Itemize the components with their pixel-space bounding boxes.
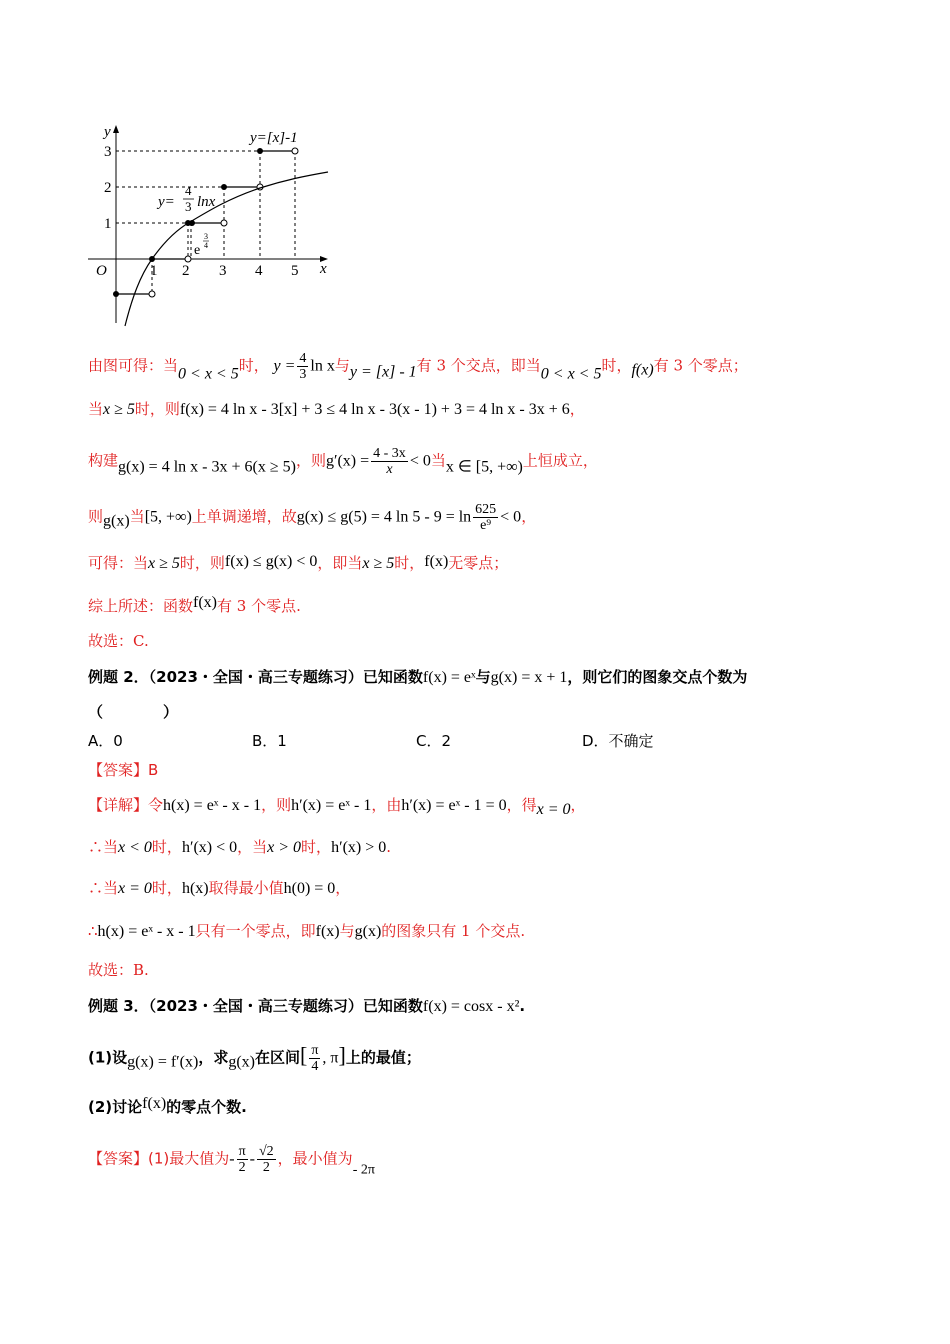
step-function-label: y=[x]-1 — [250, 130, 298, 146]
example2-detail-1: 【详解】令h(x) = eˣ - x - 1，则h′(x) = eˣ - 1，由h′(x) = eˣ - 1 = 0，得x = 0， — [88, 796, 586, 818]
log-label-frac-num: 4 — [185, 183, 192, 198]
y-axis-label: y — [104, 124, 111, 140]
example3-part1: (1)设g(x) = f′(x)，求g(x)在区间[ $\frac{\pi}{4}$ , π]上的最值； — [88, 1042, 421, 1074]
function-graph — [80, 118, 350, 333]
example2-paren: （ ） — [88, 703, 179, 721]
e-power-base: e — [194, 243, 201, 258]
solution-line-1: 由图可得：当0 < x < 5时， y = $\frac{4}{3}$ ln x与y = [x] - 1有 3 个交点，即当0 < x < 5时，f(x)有 3 个零点； — [88, 351, 748, 383]
log-label-suffix: lnx — [197, 194, 216, 210]
x-tick: 1 — [150, 263, 158, 279]
example2-conclusion: 故选：B. — [88, 961, 149, 979]
y-axis-arrow — [113, 125, 119, 133]
option-c: C．2 — [416, 732, 452, 750]
e-power-exp-den: 4 — [204, 241, 208, 250]
solution-line-7: 故选：C. — [88, 632, 149, 650]
solution-line-3: 构建g(x) = 4 ln x - 3x + 6(x ≥ 5)，则g′(x) = $\frac{4 - 3x}{x}$ < 0当x ∈ [5, +∞)上恒成立， — [88, 446, 598, 477]
x-tick: 3 — [219, 263, 227, 279]
option-d: D．不确定 — [582, 732, 654, 750]
log-label-prefix: y= — [158, 194, 175, 210]
origin-label: O — [96, 263, 107, 279]
example3-answer: 【答案】(1)最大值为- $\frac{\pi}{2}$ - $\frac{√2}{2}$ ，最小值为- 2π — [88, 1144, 375, 1178]
example2-answer: 【答案】B — [88, 761, 159, 779]
solution-line-5: 可得：当x ≥ 5时，则f(x) ≤ g(x) < 0，即当x ≥ 5时，f(x)无零点； — [88, 553, 509, 572]
y-tick: 3 — [104, 144, 112, 160]
example2-detail-3: ∴当x = 0时，h(x)取得最小值h(0) = 0， — [88, 879, 351, 897]
open-point — [149, 291, 155, 297]
example2-question: 例题 2．（2023・全国・高三专题练习）已知函数f(x) = eˣ与g(x) = x + 1，则它们的图象交点个数为 — [88, 668, 748, 686]
open-point — [292, 148, 298, 154]
x-tick: 2 — [182, 263, 190, 279]
y-tick: 2 — [104, 180, 112, 196]
log-curve — [125, 172, 328, 326]
solution-line-6: 综上所述：函数f(x)有 3 个零点. — [88, 594, 301, 615]
open-point — [221, 220, 227, 226]
x-tick: 4 — [255, 263, 263, 279]
closed-point — [221, 184, 227, 190]
example2-detail-4: ∴h(x) = eˣ - x - 1只有一个零点，即f(x)与g(x)的图象只有 1 个交点. — [88, 922, 526, 940]
solution-line-2: 当x ≥ 5时，则f(x) = 4 ln x - 3[x] + 3 ≤ 4 ln x - 3(x - 1) + 3 = 4 ln x - 3x + 6， — [88, 400, 585, 418]
option-b: B．1 — [252, 732, 287, 750]
example3-question: 例题 3．（2023・全国・高三专题练习）已知函数f(x) = cosx - x². — [88, 997, 526, 1015]
solution-line-4: 则g(x)当[5, +∞)上单调递增，故g(x) ≤ g(5) = 4 ln 5 - 9 = ln $\frac{625}{\text{e⁹}}$ < 0， — [88, 502, 537, 533]
example3-part2: (2)讨论f(x)的零点个数. — [88, 1095, 247, 1116]
y-tick: 1 — [104, 216, 112, 232]
log-label-frac-den: 3 — [185, 199, 192, 214]
x-axis-label: x — [320, 261, 327, 277]
x-tick: 5 — [291, 263, 299, 279]
option-a: A．0 — [88, 732, 123, 750]
closed-point — [257, 148, 263, 154]
e-power-exp-num: 3 — [204, 232, 208, 241]
closed-point — [113, 291, 119, 297]
example2-detail-2: ∴当x < 0时，h′(x) < 0，当x > 0时，h′(x) > 0. — [88, 838, 392, 856]
open-point — [185, 256, 191, 262]
